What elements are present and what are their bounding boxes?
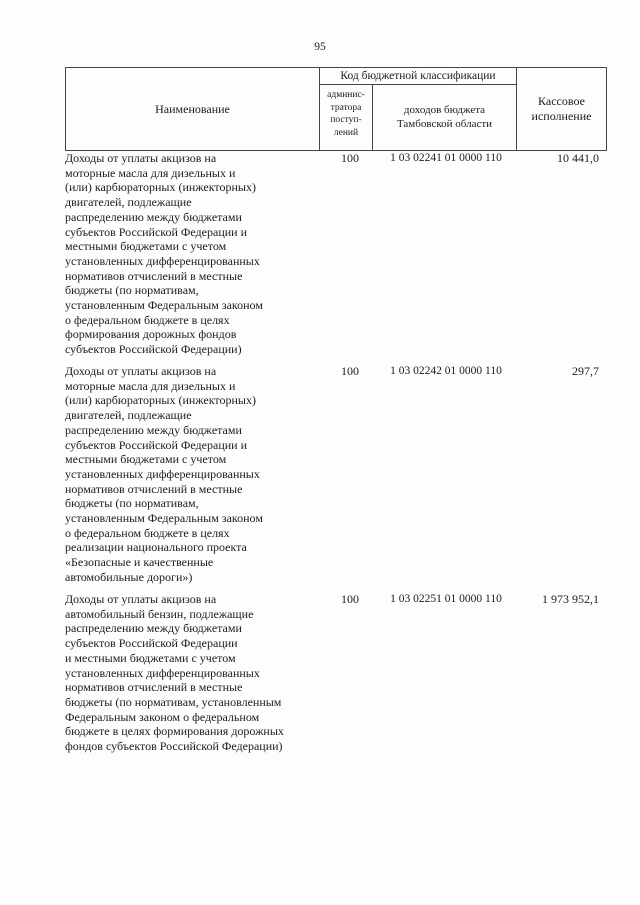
row-admin-code: 100 — [341, 592, 359, 606]
header-administrator: админис- тратора поступ- лений — [320, 85, 373, 151]
table-header — [65, 67, 607, 151]
header-name: Наименование — [66, 68, 320, 151]
row-admin-code: 100 — [341, 364, 359, 378]
row-name: Доходы от уплаты акцизов на моторные масла для дизельных и (или) карбюраторных (инжекторных) двигателей, подлежащие распределению между бюджетами субъектов Российской Федерации и местными бюджетами с учетом установленных дифференцированных нормативов отчислений в местные бюджеты (по нормативам, установленным Федеральным законом о федеральном бюджете в целях формирования дорожных фондов субъектов Российской Федерации) — [65, 151, 263, 357]
row-amount: 297,7 — [572, 364, 599, 378]
header-execution: Кассовое исполнение — [517, 68, 606, 151]
page-number: 95 — [314, 41, 326, 53]
row-name: Доходы от уплаты акцизов на моторные масла для дизельных и (или) карбюраторных (инжекторных) двигателей, подлежащие распределению между бюджетами субъектов Российской Федерации и местными бюджетами с учетом установленных дифференцированных нормативов отчислений в местные бюджеты (по нормативам, установленным Федеральным законом о федеральном бюджете в целях реализации национального проекта «Безопасные и качественные автомобильные дороги») — [65, 364, 263, 584]
row-amount: 10 441,0 — [557, 151, 599, 165]
header-revenue: доходов бюджета Тамбовской области — [373, 85, 517, 151]
row-revenue-code: 1 03 02241 01 0000 110 — [390, 152, 502, 164]
row-amount: 1 973 952,1 — [542, 592, 599, 606]
row-revenue-code: 1 03 02242 01 0000 110 — [390, 365, 502, 377]
row-revenue-code: 1 03 02251 01 0000 110 — [390, 593, 502, 605]
row-admin-code: 100 — [341, 151, 359, 165]
row-name: Доходы от уплаты акцизов на автомобильный бензин, подлежащие распределению между бюджетами субъектов Российской Федерации и местными бюджетами с учетом установленных дифференцированных нормативов отчислений в местные бюджеты (по нормативам, установленным Федеральным законом о федеральном бюджете в целях формирования дорожных фондов субъектов Российской Федерации) — [65, 592, 284, 754]
header-budget-code: Код бюджетной классификации — [320, 68, 517, 85]
